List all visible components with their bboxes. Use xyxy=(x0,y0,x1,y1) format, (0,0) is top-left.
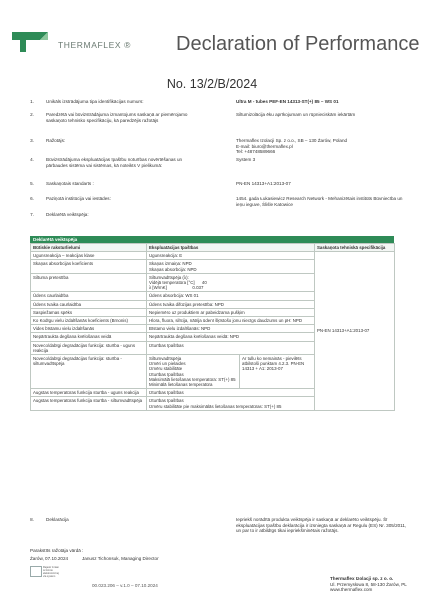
row-characteristic: Ko Kodīgu vielu izdalīšanās koeficients (Brnonis) xyxy=(31,317,147,325)
item-6-label: Paziņotā institūcija vai iestādes: xyxy=(46,196,111,201)
page-title: Declaration of Performance xyxy=(176,33,420,55)
row-performance: Izturības īpašības xyxy=(147,341,315,354)
row-characteristic: Augstas temperatūras funkcija sturība - siltumvadītspēja xyxy=(31,397,147,410)
row-performance-list: Siltumvadītspēja Izmēri un pielaides Izmēru stabilitāte Izturības īpašības Maksimālā lietošanas temperatūra: ST(+) 85 Minimālā lietošanas temperatūra xyxy=(149,356,236,388)
row-characteristic: Saspiežamas spēks xyxy=(31,308,147,316)
item-4-value: System 3 xyxy=(236,157,256,162)
item-1-value: Ultra M - tubes PEF-EN 14313-ST(+) 85 – WS 01 xyxy=(236,99,339,104)
row-performance: Nepiemēro uz produktiem ar pabeidzama pušķim xyxy=(147,308,315,316)
row-performance: Skaņas izmaiņa: NPD Skaņas absorbcija: NPD xyxy=(147,260,315,273)
row-characteristic: Augstas temperatūras funkcija sturība - uguns reakcija xyxy=(31,389,147,397)
signed-on-behalf-label: Parakstīts ražotāja vārdā : xyxy=(30,548,84,553)
thermaflex-logo-icon xyxy=(10,28,50,54)
row-performance: Siltumvadītspēja (λ): Vidējā temperatūra [°C] 40 λ [W/mK] 0.037 xyxy=(147,273,315,292)
declaration-text: Iepriekš norādītā produkta veiktspēja ir saskaņā ar deklarēto veiktspēju. Šī ekspluatācijas īpašību deklarācija ir izsniegta saskaņā ar Regulu (ES) Nr. 305/2011, un par to ir atbildīgs tikai iepriekšminētais ražotājs. xyxy=(236,517,407,534)
row-characteristic: Ūdens caurlaidība xyxy=(31,292,147,300)
header-essential-characteristics: Būtiskie raksturlielumi xyxy=(31,244,147,252)
document-code: 00.023.206 – v.1.0 – 07.10.2024 xyxy=(92,583,158,588)
item-2-value: Siltumizolācija ēku aprīkojumam un rūpnieciskām iekārtām xyxy=(236,112,356,117)
table-row xyxy=(31,252,395,260)
row-performance: Nepārtraukta degšana kvēlošanas veidā: NPD xyxy=(147,333,315,341)
row-performance: Izturības īpašības xyxy=(147,389,315,397)
item-3-number: 3. xyxy=(30,138,34,143)
item-2-number: 2. xyxy=(30,112,34,117)
item-7-label: Deklarētā veiktspēja: xyxy=(46,212,89,217)
row-characteristic: Noveco/dabīgi degradācijas funkcija: sturība - uguns reakcija xyxy=(31,341,147,354)
row-performance: Ūdens tvaika difūzijas pretestība: NPD xyxy=(147,300,315,308)
item-5-label: Saskaņotais standarts : xyxy=(46,181,94,186)
item-1-label: Unikāls izstrādājuma tipa identifikācijas numurs: xyxy=(46,99,144,104)
item-4-number: 4. xyxy=(30,157,34,162)
harmonised-spec-cell: PN-EN 14313+A1:2013-07 xyxy=(315,252,395,411)
row-characteristic: Ūdens tvaika caurlaidība xyxy=(31,300,147,308)
item-3-value: Thermaflex Izolacji Sp. z o.o., SB – 130 Żarów, Poland E-mail: biuro@thermaflex.pl Tel: +48748589666 xyxy=(236,138,348,155)
item-5-value: PN-EN 14313+A1:2013-07 xyxy=(236,181,291,186)
table-header-row xyxy=(31,244,395,252)
row-characteristic: Nepārtraukta degšana kvēlošanas veidā xyxy=(31,333,147,341)
header-harmonised-spec: Saskaņota tehniskā specifikācija xyxy=(315,244,395,252)
footer-website[interactable]: www.thermaflex.com xyxy=(330,587,373,593)
row-characteristic: Skaņas absorbcijas koeficients xyxy=(31,260,147,273)
stamp-icon xyxy=(30,566,42,577)
footer-address: Ul. Przemysłowa 8, 58-130 Żarów, PL xyxy=(330,581,407,587)
row-performance: Izturības īpašības Izmēru stabilitāte pie maksimālās lietošanas temperatūras: ST(+) 85 xyxy=(147,397,315,410)
place-date: Żarów, 07.10.2024 xyxy=(30,556,69,561)
row-performance: Ūdens absorbcija: WS 01 xyxy=(147,292,315,300)
item-2-label: Paredzētā vai būvizstrādājuma izmantojums saskaņā ar piemērojamo saskaņoto tehnisko specifikāciju, kā paredzējis ražotājs xyxy=(46,112,188,123)
item-3-label: Ražotājs: xyxy=(46,138,66,143)
row-performance: Hlora, fluora, silīcija, nātrija ūdenī šķīstošo jonu niecīgs daudzums un pH: NPD xyxy=(147,317,315,325)
performance-table xyxy=(30,243,395,411)
footer-company: Thermaflex Izolacji sp. z o. o. xyxy=(330,576,394,581)
document-number: No. 13/2/B/2024 xyxy=(166,77,258,91)
row-characteristic: Vides bīstamu vielu izdalīšanās xyxy=(31,325,147,333)
row-characteristic: Noveco/dabīgi degradācijas funkcija: sturība - siltumvadītspēja xyxy=(31,355,147,389)
row-characteristic: Siltuma pretestība xyxy=(31,273,147,292)
declaration-number: 8. xyxy=(30,517,34,522)
row-performance xyxy=(147,355,315,389)
row-performance: Ugunsreakcija: E xyxy=(147,252,315,260)
brand-name: THERMAFLEX ® xyxy=(58,40,131,50)
footer-company-block xyxy=(330,576,407,593)
item-6-number: 6. xyxy=(30,196,34,201)
row-characteristic: Ugunsreakcija – reakcijas klase xyxy=(31,252,147,260)
signatory-name: Janusz Tichonsuk, Managing Director xyxy=(82,556,159,561)
item-6-value: 1454. gada Łukasiewicz Research Network - Mehanizētais institūts Būvniecība un ieņu ieguve, Śliśle Katowice xyxy=(236,196,403,207)
item-1-number: 1. xyxy=(30,99,34,104)
declared-performance-bar: Deklarētā veiktspēja xyxy=(30,236,394,243)
row-performance: Bīstamo vielu izdalīšanās: NPD xyxy=(147,325,315,333)
stamp-text: Rejestr zmian w formie elektronicznej via system xyxy=(43,566,59,578)
item-7-number: 7. xyxy=(30,212,34,217)
row-performance-note: Ar tullu ko nemainās - pievilēts atbilstoši punktam 4.2.3. PN-EN 14313 + A1: 2013-07 xyxy=(239,355,314,388)
item-4-label: Būvizstrādājuma ekspluatācijas īpašību noturības novērtēšanas un pārbaudes sistēma vai sistēmas, kā noteikts V pielikumā: xyxy=(46,157,183,168)
item-5-number: 5. xyxy=(30,181,34,186)
declaration-label: Deklarācija xyxy=(46,517,69,522)
header-performance: Ekspluatācijas īpašības xyxy=(147,244,315,252)
